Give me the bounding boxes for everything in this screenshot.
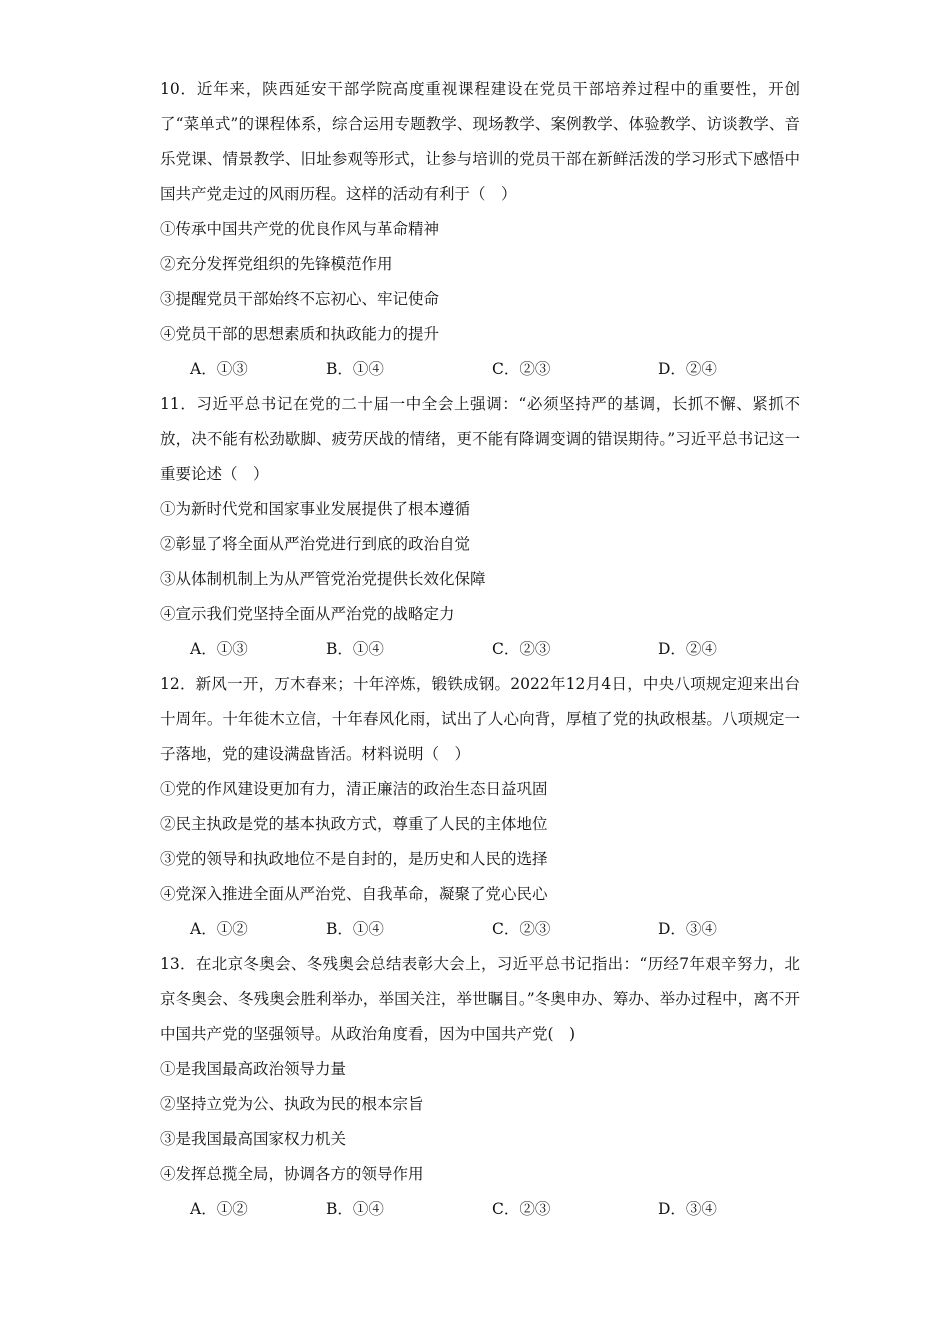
choice-d: D．③④ — [658, 920, 717, 938]
choice-b: B．①④ — [326, 360, 384, 378]
choice-d: D．③④ — [658, 1200, 717, 1218]
choice-b: B．①④ — [326, 1200, 384, 1218]
statement-option: ①为新时代党和国家事业发展提供了根本遵循 — [160, 500, 471, 518]
question-11 — [160, 387, 800, 667]
statement-option: ②充分发挥党组织的先锋模范作用 — [160, 255, 393, 273]
choice-c: C．②③ — [492, 640, 551, 658]
question-stem: 12．新风一开，万木春来；十年淬炼，锻铁成钢。2022年12月4日，中央八项规定迎来出台十周年。十年徙木立信，十年春风化雨，试出了人心向背，厚植了党的执政根基。八项规定一子落地，党的建设满盘皆活。材料说明（ ） — [160, 675, 800, 763]
choice-a: A．①② — [190, 1200, 248, 1218]
answer-choices — [160, 632, 800, 667]
choice-b: B．①④ — [326, 920, 384, 938]
choice-a: A．①③ — [190, 360, 248, 378]
question-stem: 11．习近平总书记在党的二十届一中全会上强调：“必须坚持严的基调，长抓不懈、紧抓不放，决不能有松劲歇脚、疲劳厌战的情绪，更不能有降调变调的错误期待。”习近平总书记这一重要论述（ ） — [160, 395, 800, 483]
statement-option: ④党深入推进全面从严治党、自我革命，凝聚了党心民心 — [160, 885, 548, 903]
question-list — [160, 72, 800, 1227]
statement-option: ①党的作风建设更加有力，清正廉洁的政治生态日益巩固 — [160, 780, 548, 798]
statement-option: ②民主执政是党的基本执政方式，尊重了人民的主体地位 — [160, 815, 548, 833]
choice-d: D．②④ — [658, 360, 717, 378]
question-stem: 13．在北京冬奥会、冬残奥会总结表彰大会上，习近平总书记指出：“历经7年艰辛努力，北京冬奥会、冬残奥会胜利举办，举国关注，举世瞩目。”冬奥申办、筹办、举办过程中，离不开中国共产党的坚强领导。从政治角度看，因为中国共产党( ) — [160, 955, 800, 1043]
question-stem: 10．近年来，陕西延安干部学院高度重视课程建设在党员干部培养过程中的重要性，开创了“菜单式”的课程体系，综合运用专题教学、现场教学、案例教学、体验教学、访谈教学、音乐党课、情景教学、旧址参观等形式，让参与培训的党员干部在新鲜活泼的学习形式下感悟中国共产党走过的风雨历程。这样的活动有利于（ ） — [160, 80, 800, 203]
choice-c: C．②③ — [492, 1200, 551, 1218]
statement-option: ④发挥总揽全局，协调各方的领导作用 — [160, 1165, 424, 1183]
statement-option: ①是我国最高政治领导力量 — [160, 1060, 347, 1078]
answer-choices — [160, 1192, 800, 1227]
question-13 — [160, 947, 800, 1227]
statement-option: ③提醒党员干部始终不忘初心、牢记使命 — [160, 290, 440, 308]
question-12 — [160, 667, 800, 947]
choice-d: D．②④ — [658, 640, 717, 658]
answer-choices — [160, 912, 800, 947]
statement-option: ④宣示我们党坚持全面从严治党的战略定力 — [160, 605, 455, 623]
choice-a: A．①③ — [190, 640, 248, 658]
statement-option: ④党员干部的思想素质和执政能力的提升 — [160, 325, 440, 343]
statement-option: ③党的领导和执政地位不是自封的，是历史和人民的选择 — [160, 850, 548, 868]
statement-option: ③从体制机制上为从严管党治党提供长效化保障 — [160, 570, 486, 588]
choice-c: C．②③ — [492, 360, 551, 378]
statement-option: ①传承中国共产党的优良作风与革命精神 — [160, 220, 440, 238]
statement-option: ②坚持立党为公、执政为民的根本宗旨 — [160, 1095, 424, 1113]
statement-option: ②彰显了将全面从严治党进行到底的政治自觉 — [160, 535, 471, 553]
question-10 — [160, 72, 800, 387]
choice-b: B．①④ — [326, 640, 384, 658]
choice-c: C．②③ — [492, 920, 551, 938]
choice-a: A．①② — [190, 920, 248, 938]
answer-choices — [160, 352, 800, 387]
statement-option: ③是我国最高国家权力机关 — [160, 1130, 347, 1148]
